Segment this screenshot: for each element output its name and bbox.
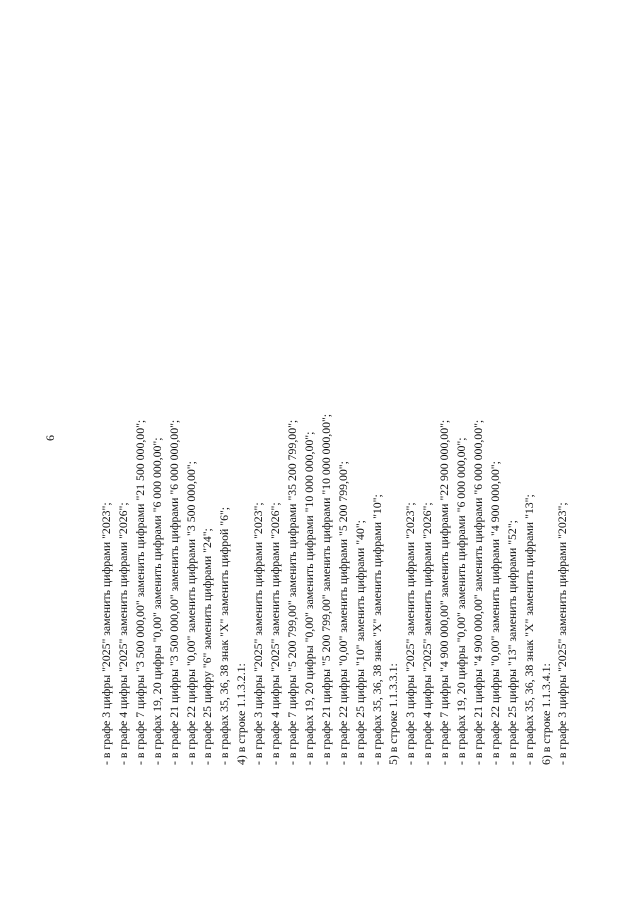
text-line: - в графе 22 цифры "0,00" заменить цифрами "5 200 799,00"; bbox=[335, 461, 350, 765]
text-line: - в графе 3 цифры "2025" заменить цифрами "2023"; bbox=[403, 502, 418, 765]
text-line: - в графе 7 цифры "5 200 799,00" заменить цифрами "35 200 799,00"; bbox=[284, 419, 299, 765]
text-line: - в графах 19, 20 цифры "0,00" заменить цифрами "6 000 000,00"; bbox=[149, 437, 164, 765]
text-line: - в графе 25 цифру "6" заменить цифрами "24"; bbox=[200, 528, 215, 765]
text-line: - в графе 22 цифры "0,00" заменить цифрами "4 900 000,00"; bbox=[487, 461, 502, 765]
text-line: - в графе 3 цифры "2025" заменить цифрами "2023"; bbox=[555, 502, 570, 765]
text-line: - в графе 25 цифры "10" заменить цифрами "40"; bbox=[352, 520, 367, 765]
section-heading: 6) в строке 1.1.3.4.1: bbox=[538, 663, 553, 765]
text-line: - в графе 4 цифры "2025" заменить цифрами "2026"; bbox=[268, 502, 283, 765]
text-line: - в графе 7 цифры "4 900 000,00" заменить цифрами "22 900 000,00"; bbox=[437, 419, 452, 765]
text-line: - в графе 7 цифры "3 500 000,00" заменить цифрами "21 500 000,00"; bbox=[132, 419, 147, 765]
page-number: 6 bbox=[43, 435, 57, 441]
text-line: - в графах 35, 36, 38 знак "X" заменить цифрой "6"; bbox=[217, 506, 232, 765]
document-body bbox=[98, 305, 571, 765]
section-heading: 5) в строке 1.1.3.3.1: bbox=[386, 663, 401, 765]
text-line: - в графе 21 цифры "4 900 000,00" заменить цифрами "6 000 000,00"; bbox=[470, 419, 485, 765]
text-line: - в графе 4 цифры "2025" заменить цифрами "2026"; bbox=[115, 502, 130, 765]
text-line: - в графе 21 цифры "3 500 000,00" заменить цифрами "6 000 000,00"; bbox=[166, 419, 181, 765]
text-line: - в графе 3 цифры "2025" заменить цифрами "2023"; bbox=[99, 502, 113, 765]
text-line: - в графе 3 цифры "2025" заменить цифрами "2023"; bbox=[251, 502, 266, 765]
text-line: - в графе 21 цифры "5 200 799,00" заменить цифрами "10 000 000,00"; bbox=[318, 413, 333, 765]
text-line: - в графе 4 цифры "2025" заменить цифрами "2026"; bbox=[420, 502, 435, 765]
text-line: - в графах 35, 36, 38 знак "X" заменить цифрами "13"; bbox=[521, 494, 536, 765]
section-heading: 4) в строке 1.1.3.2.1: bbox=[234, 663, 249, 765]
text-line: - в графе 25 цифры "13" заменить цифрами "52"; bbox=[504, 520, 519, 765]
text-line: - в графах 19, 20 цифры "0,00" заменить цифрами "10 000 000,00"; bbox=[301, 431, 316, 765]
text-line: - в графах 19, 20 цифры "0,00" заменить цифрами "6 000 000,00"; bbox=[454, 437, 469, 765]
text-line: - в графе 22 цифры "0,00" заменить цифрами "3 500 000,00"; bbox=[183, 461, 198, 765]
text-line: - в графах 35, 36, 38 знак "X" заменить цифрами "10"; bbox=[369, 494, 384, 765]
